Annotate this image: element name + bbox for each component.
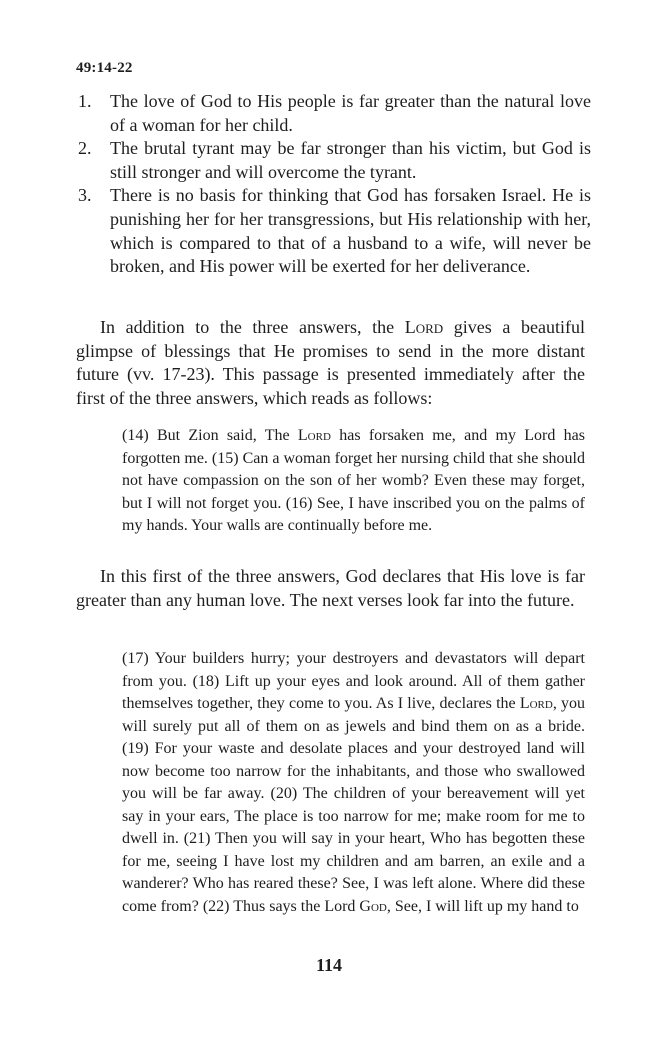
paragraph-first-answer — [76, 565, 585, 612]
list-text: The brutal tyrant may be far stronger than his victim, but God is still stronger and will overcome the tyrant. — [110, 138, 591, 182]
list-text: There is no basis for thinking that God has forsaken Israel. He is punishing her for her transgressions, but His relationship with her, which is compared to that of a husband to a wife, will never be broken, and His power will be exerted for her deliverance. — [110, 185, 591, 277]
paragraph-additional-blessings — [76, 316, 585, 410]
list-item — [76, 184, 591, 278]
quote-text: (14) But Zion said, The — [122, 427, 298, 444]
list-item — [76, 137, 591, 184]
list-number: 1. — [78, 91, 92, 111]
block-quote-verses-14-16 — [122, 425, 585, 538]
lord-small-caps: Lord — [297, 427, 331, 444]
quote-text: (17) Your builders hurry; your destroyers and devastators will depart from you. (18) Lift up your eyes and look around. All of them gather themselves together, they come to you. As I live, declares the — [122, 650, 585, 712]
lord-small-caps: Lord — [519, 695, 553, 712]
list-item — [76, 90, 591, 137]
block-quote-verses-17-22 — [122, 648, 585, 918]
god-small-caps: God — [359, 897, 387, 915]
chapter-reference: 49:14-22 — [76, 60, 133, 76]
list-number: 3. — [78, 185, 92, 206]
paragraph-text: gives a beautiful glimpse of blessings that He promises to send in the more distant future (vv. 17-23). This passage is presented immediately after the first of the three answers, which reads as follows: — [76, 317, 585, 408]
paragraph-text: In addition to the three answers, the — [100, 317, 405, 337]
lord-small-caps: Lord — [404, 317, 444, 337]
list-text: The love of God to His people is far greater than the natural love of a woman for her child. — [110, 91, 591, 135]
paragraph-text: In this first of the three answers, God declares that His love is far greater than any human love. The next verses look far into the future. — [76, 566, 585, 610]
page-number: 114 — [315, 955, 342, 975]
answers-list — [76, 90, 591, 279]
quote-text: , you will surely put all of them on as jewels and bind them on as a bride. (19) For your waste and desolate places and your destroyed land will now become too narrow for the inhabitants, and those who swallowed you will be far away. (20) The children of your bereavement will yet say in your ears, The place is too narrow for me; make room for me to dwell in. (21) Then you will say in your heart, Who has begotten these for me, seeing I have lost my children and am barren, an exile and a wanderer? Who has reared these? See, I was left alone. Where did these come from? (22) Thus says the Lord — [122, 695, 586, 915]
quote-text: , See, I will lift up my hand to — [386, 897, 579, 915]
quote-text: has forsaken me, and my Lord has forgotten me. (15) Can a woman forget her nursing child that she should not have compassion on the son of her womb? Even these may forget, but I will not forget you. (16) See, I have inscribed you on the palms of my hands. Your walls are continually before me. — [122, 427, 586, 534]
list-number: 2. — [78, 138, 92, 159]
